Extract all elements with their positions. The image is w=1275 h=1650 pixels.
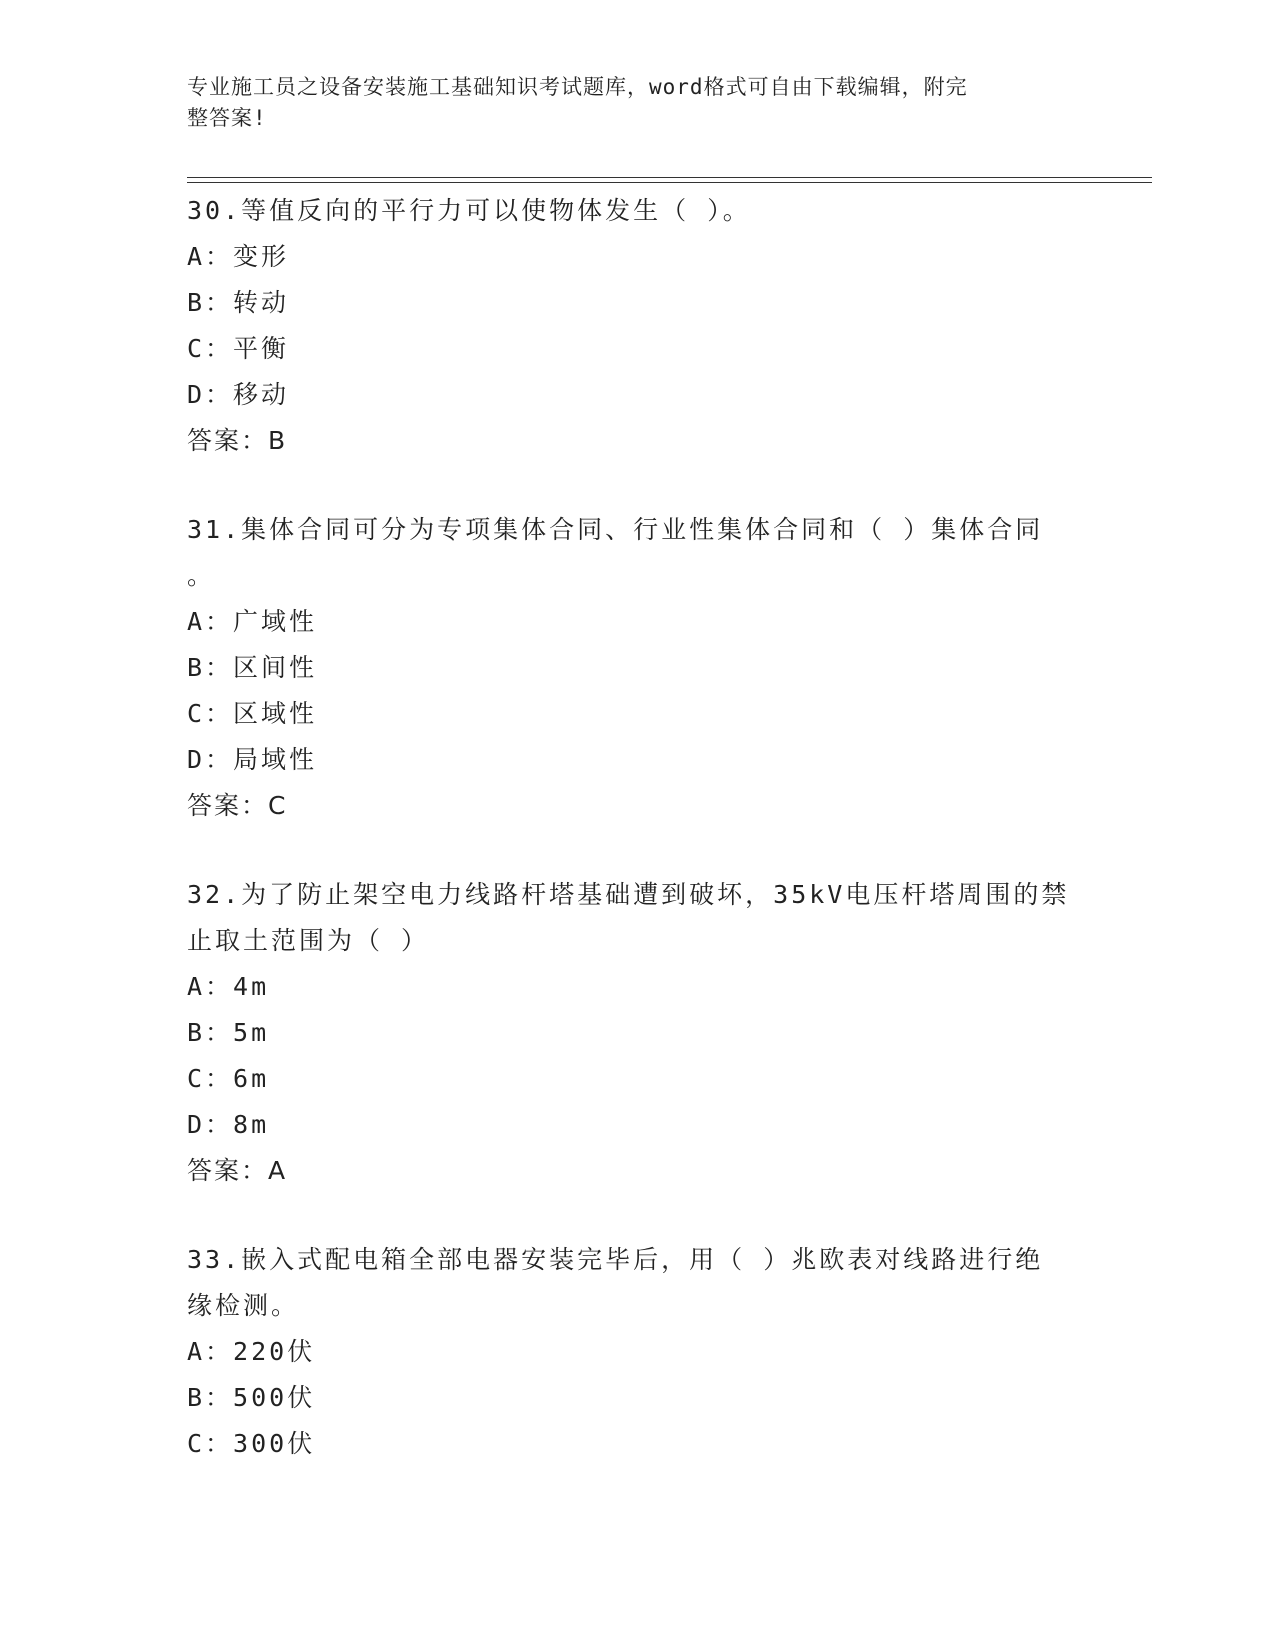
header-divider-top xyxy=(187,177,1152,178)
option-d: D：局域性 xyxy=(187,745,318,774)
option-c: C：平衡 xyxy=(187,334,290,363)
question-text-continued: 。 xyxy=(187,561,216,590)
question-32 xyxy=(187,872,1087,1194)
answer: 答案：B xyxy=(187,426,288,455)
answer: 答案：A xyxy=(187,1156,288,1185)
option-a: A：4m xyxy=(187,972,270,1001)
option-a: A：220伏 xyxy=(187,1337,316,1366)
option-d: D：8m xyxy=(187,1110,270,1139)
option-a: A：变形 xyxy=(187,242,290,271)
question-30 xyxy=(187,188,1087,464)
question-text: 30.等值反向的平行力可以使物体发生（ ）。 xyxy=(187,196,751,225)
question-text: 32.为了防止架空电力线路杆塔基础遭到破坏，35kV电压杆塔周围的禁 xyxy=(187,880,1070,909)
option-b: B：5m xyxy=(187,1018,270,1047)
document-header xyxy=(187,72,1067,134)
option-c: C：6m xyxy=(187,1064,270,1093)
question-31 xyxy=(187,507,1087,829)
question-text-continued: 止取土范围为（ ） xyxy=(187,926,430,955)
option-b: B：区间性 xyxy=(187,653,318,682)
option-b: B：转动 xyxy=(187,288,290,317)
option-c: C：300伏 xyxy=(187,1429,316,1458)
answer: 答案：C xyxy=(187,791,288,820)
option-d: D：移动 xyxy=(187,380,290,409)
header-divider-bottom xyxy=(187,182,1152,183)
header-line-1: 专业施工员之设备安装施工基础知识考试题库，word格式可自由下载编辑，附完 xyxy=(187,75,968,99)
header-line-2: 整答案! xyxy=(187,106,267,130)
question-33 xyxy=(187,1237,1087,1467)
option-b: B：500伏 xyxy=(187,1383,316,1412)
option-c: C：区域性 xyxy=(187,699,318,728)
option-a: A：广域性 xyxy=(187,607,318,636)
question-text: 31.集体合同可分为专项集体合同、行业性集体合同和（ ）集体合同 xyxy=(187,515,1044,544)
question-list xyxy=(187,188,1087,1467)
question-text-continued: 缘检测。 xyxy=(187,1291,300,1320)
question-text: 33.嵌入式配电箱全部电器安装完毕后，用（ ）兆欧表对线路进行绝 xyxy=(187,1245,1044,1274)
